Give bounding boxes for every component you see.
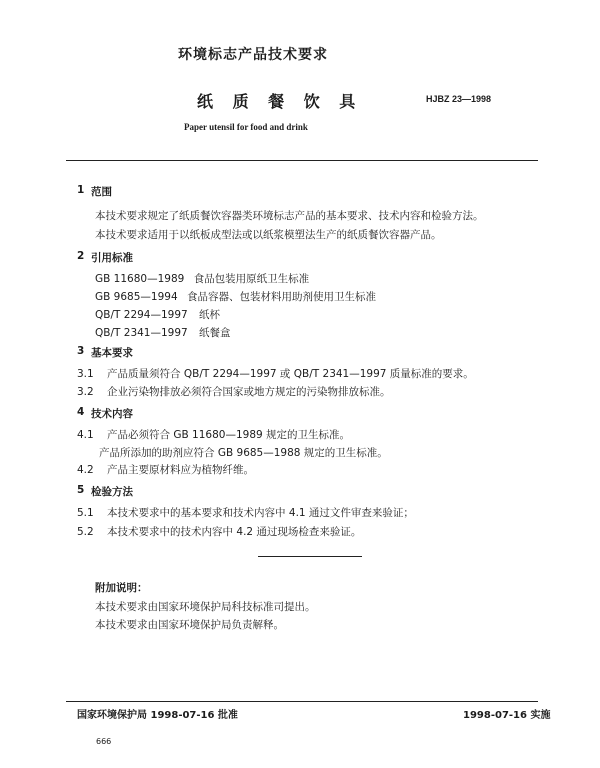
ref-name: 纸餐盒: [199, 327, 231, 339]
effective-statement: 1998-07-16 实施: [463, 710, 551, 721]
clause-text: 产品必须符合 GB 11680—1989 规定的卫生标准。: [107, 429, 351, 441]
clause-item: [77, 384, 391, 399]
section-3-number: 3: [77, 345, 85, 357]
clause-item: [77, 427, 350, 442]
clause-text: 产品质量须符合 QB/T 2294—1997 或 QB/T 2341—1997 质量标准的要求。: [107, 368, 474, 380]
clause-item: [77, 524, 361, 539]
ref-item: [95, 307, 220, 322]
header-rule: [66, 160, 538, 161]
section-3-title: 基本要求: [91, 347, 133, 359]
end-rule: [258, 556, 362, 557]
standard-code: HJBZ 23—1998: [426, 94, 492, 104]
clause-item: [77, 462, 254, 477]
ref-item: [95, 271, 309, 286]
standard-series-title: 环境标志产品技术要求: [178, 47, 328, 63]
ref-name: 食品包装用原纸卫生标准: [193, 273, 310, 285]
clause-continuation: 产品所添加的助剂应符合 GB 9685—1988 规定的卫生标准。: [99, 447, 388, 459]
notes-line-2: 本技术要求由国家环境保护局负责解释。: [95, 619, 284, 631]
clause-number: 4.2: [77, 464, 94, 476]
ref-name: 纸杯: [199, 309, 221, 321]
section-4-number: 4: [77, 406, 85, 418]
ref-code: GB 9685—1994: [95, 291, 178, 303]
section-1-number: 1: [77, 184, 85, 196]
clause-text: 本技术要求中的基本要求和技术内容中 4.1 通过文件审查来验证；: [107, 507, 414, 519]
section-5-title: 检验方法: [91, 486, 133, 498]
ref-code: QB/T 2341—1997: [95, 327, 188, 339]
footer-rule: [66, 701, 538, 702]
document-title: 纸 质 餐 饮 具: [197, 92, 363, 111]
issue-statement: 国家环境保护局 1998-07-16 批准: [77, 710, 238, 721]
english-title: Paper utensil for food and drink: [184, 122, 308, 132]
ref-item: [95, 325, 231, 340]
section-4-title: 技术内容: [91, 408, 133, 420]
section-2-title: 引用标准: [91, 252, 133, 264]
notes-line-1: 本技术要求由国家环境保护局科技标准司提出。: [95, 601, 316, 613]
clause-item: [77, 505, 414, 520]
section-1-line-2: 本技术要求适用于以纸板成型法或以纸浆模塑法生产的纸质餐饮容器产品。: [95, 229, 442, 241]
clause-text: 本技术要求中的技术内容中 4.2 通过现场检查来验证。: [107, 526, 362, 538]
page-number: 666: [96, 737, 112, 746]
clause-number: 5.1: [77, 507, 94, 519]
clause-item: [77, 366, 474, 381]
clause-text: 产品主要原材料应为植物纤维。: [107, 464, 255, 476]
ref-code: QB/T 2294—1997: [95, 309, 188, 321]
clause-text: 企业污染物排放必须符合国家或地方规定的污染物排放标准。: [107, 386, 391, 398]
section-1-line-1: 本技术要求规定了纸质餐饮容器类环境标志产品的基本要求、技术内容和检验方法。: [95, 210, 484, 222]
ref-name: 食品容器、包装材料用助剂使用卫生标准: [186, 291, 376, 303]
ref-item: [95, 289, 376, 304]
notes-title: 附加说明：: [95, 582, 148, 594]
ref-code: GB 11680—1989: [95, 273, 185, 285]
section-5-number: 5: [77, 484, 85, 496]
clause-number: 3.2: [77, 386, 94, 398]
clause-number: 5.2: [77, 526, 94, 538]
clause-number: 4.1: [77, 429, 94, 441]
clause-number: 3.1: [77, 368, 94, 380]
section-2-number: 2: [77, 250, 85, 262]
section-1-title: 范围: [91, 186, 112, 198]
